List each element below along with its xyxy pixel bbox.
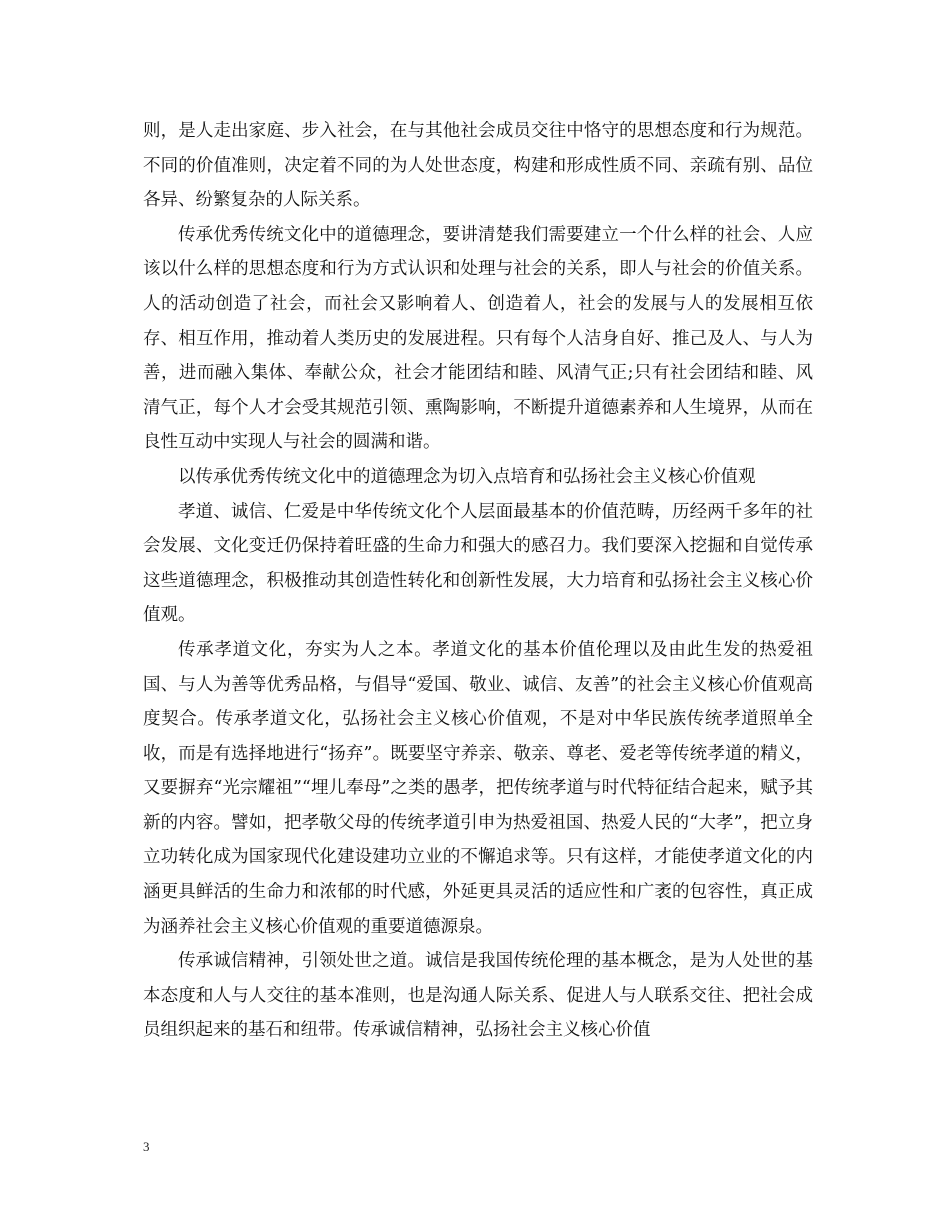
document-body xyxy=(143,114,813,1048)
paragraph-society-values: 传承优秀传统文化中的道德理念，要讲清楚我们需要建立一个什么样的社会、人应该以什么样的思想态度和行为方式认识和处理与社会的关系，即人与社会的价值关系。人的活动创造了社会，而社会又影响着人、创造着人，社会的发展与人的发展相互依存、相互作用，推动着人类历史的发展进程。只有每个人洁身自好、推己及人、与人为善，进而融入集体、奉献公众，社会才能团结和睦、风清气正;只有社会团结和睦、风清气正，每个人才会受其规范引领、熏陶影响，不断提升道德素养和人生境界，从而在良性互动中实现人与社会的圆满和谐。 xyxy=(143,224,813,453)
section-heading: 以传承优秀传统文化中的道德理念为切入点培育和弘扬社会主义核心价值观 xyxy=(178,466,756,487)
paragraph-core-values-intro: 孝道、诚信、仁爱是中华传统文化个人层面最基本的价值范畴，历经两千多年的社会发展、文化变迁仍保持着旺盛的生命力和强大的感召力。我们要深入挖掘和自觉传承这些道德理念，积极推动其创造性转化和创新性发展，大力培育和弘扬社会主义核心价值观。 xyxy=(143,501,813,626)
paragraph-integrity: 传承诚信精神，引领处世之道。诚信是我国传统伦理的基本概念，是为人处世的基本态度和人与人交往的基本准则，也是沟通人际关系、促进人与人联系交往、把社会成员组织起来的基石和纽带。传承诚信精神，弘扬社会主义核心价值 xyxy=(143,951,813,1041)
paragraph-filial-piety: 传承孝道文化，夯实为人之本。孝道文化的基本价值伦理以及由此生发的热爱祖国、与人为善等优秀品格，与倡导“爱国、敬业、诚信、友善”的社会主义核心价值观高度契合。传承孝道文化，弘扬社会主义核心价值观，不是对中华民族传统孝道照单全收，而是有选择地进行“扬弃”。既要坚守养亲、敬亲、尊老、爱老等传统孝道的精义，又要摒弃“光宗耀祖”“埋儿奉母”之类的愚孝，把传统孝道与时代特征结合起来，赋予其新的内容。譬如，把孝敬父母的传统孝道引申为热爱祖国、热爱人民的“大孝”，把立身立功转化成为国家现代化建设建功立业的不懈追求等。只有这样，才能使孝道文化的内涵更具鲜活的生命力和浓郁的时代感，外延更具灵活的适应性和广袤的包容性，真正成为涵养社会主义核心价值观的重要道德源泉。 xyxy=(143,639,813,937)
page-number: 3 xyxy=(143,1139,150,1154)
paragraph-continuation: 则，是人走出家庭、步入社会，在与其他社会成员交往中恪守的思想态度和行为规范。不同的价值准则，决定着不同的为人处世态度，构建和形成性质不同、亲疏有别、品位各异、纷繁复杂的人际关系。 xyxy=(143,121,813,211)
